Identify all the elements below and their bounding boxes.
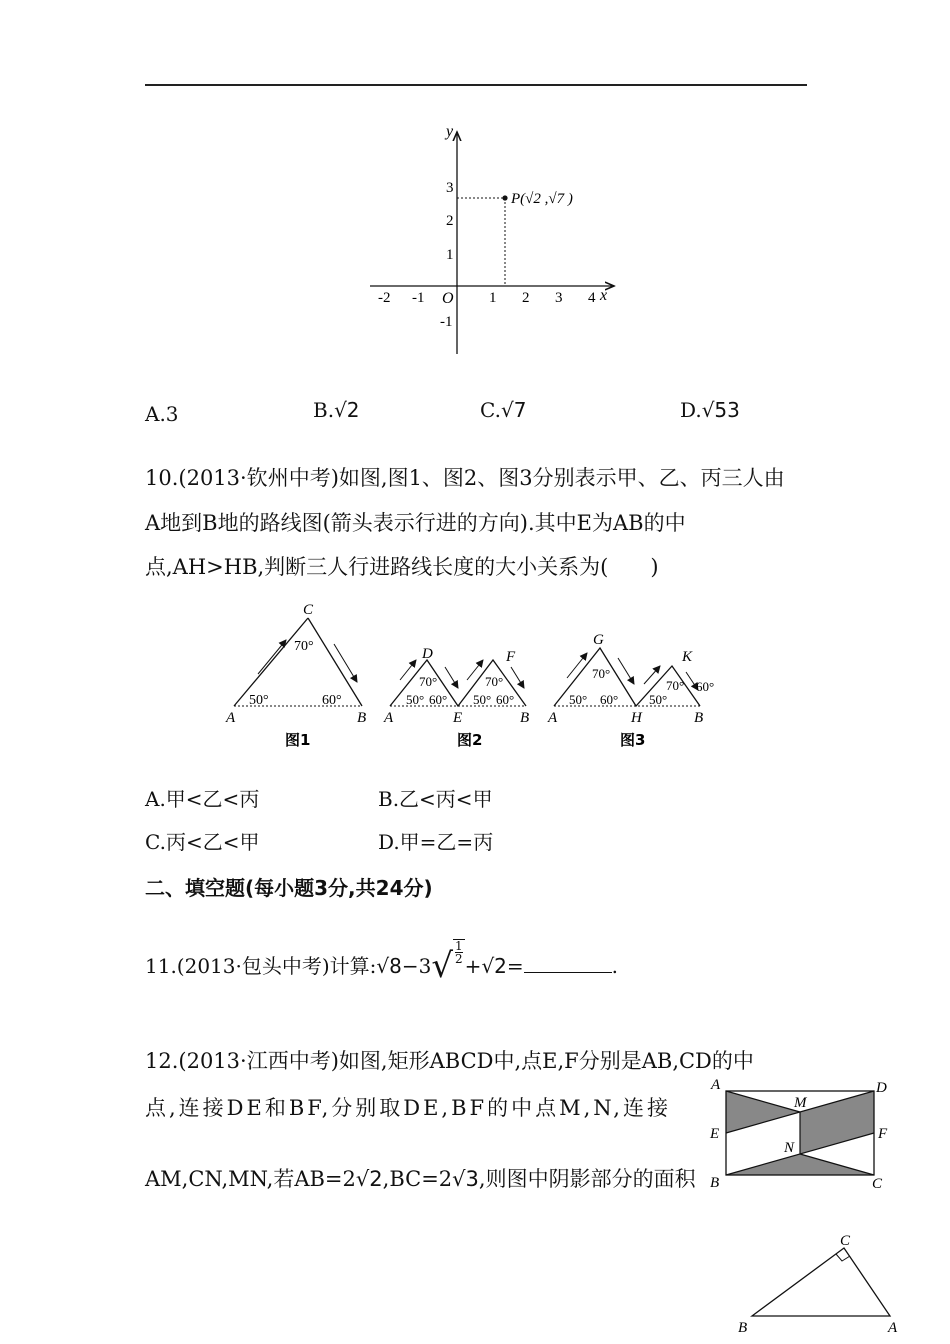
label-e: E [453,710,463,726]
q9-option-a: A.3 [145,402,179,426]
q10-line-3: 点,AH>HB,判断三人行进路线长度的大小关系为( ) [145,555,659,579]
option-letter: D. [680,398,702,422]
q12-text: AM,CN,MN,若AB=2 [145,1167,356,1191]
direction-arrow [334,644,357,682]
section-heading: 二、填空题(每小题3分,共24分) [145,876,433,900]
angle-50: 50° [406,692,425,707]
q10-option-c: C.丙<乙<甲 [145,830,260,854]
y-axis-label: y [446,123,454,140]
label-f: F [506,649,516,665]
q10-option-b: B.乙<丙<甲 [378,787,493,811]
y-tick: 1 [446,247,454,263]
angle-70: 70° [419,674,438,689]
label-b: B [738,1320,748,1336]
angle-60: 60° [429,692,448,707]
header-rule [145,84,807,86]
term-sqrt8: √8 [376,954,402,978]
q9-coordinate-graph [360,120,620,360]
q12-line-1: 12.(2013·江西中考)如图,矩形ABCD中,点E,F分别是AB,CD的中 [145,1049,754,1073]
q11-line [145,939,619,986]
q9-option-b [313,398,360,422]
angle-70: 70° [485,674,504,689]
answer-blank[interactable] [524,954,612,973]
q11-prefix: 11.(2013·包头中考)计算: [145,954,377,978]
x-tick: 4 [588,290,596,306]
sqrt-3: √3 [452,1167,479,1191]
caption: 图2 [457,731,483,749]
label-c: C [303,602,314,618]
label-k: K [682,649,693,665]
x-tick: -2 [378,290,391,306]
x-axis-label: x [600,287,608,304]
label-a: A [226,710,236,726]
sqrt-value: √53 [701,398,740,422]
angle-50: 50° [649,692,668,707]
angle-50: 50° [473,692,492,707]
x-tick: 1 [489,290,497,306]
x-tick: -1 [412,290,425,306]
sqrt-radical: √ [431,946,454,986]
period: . [611,954,619,978]
angle-70: 70° [666,678,685,693]
angle-60: 60° [600,692,619,707]
label-e: E [710,1126,720,1142]
label-d: D [876,1080,887,1096]
equals: = [506,954,524,978]
q9-option-c [480,398,526,422]
label-b: B [520,710,530,726]
label-a: A [711,1077,721,1093]
point-p [502,195,507,200]
angle-left: 50° [249,693,269,708]
angle-50: 50° [569,692,588,707]
direction-arrow [445,667,458,688]
q10-line-1: 10.(2013·钦州中考)如图,图1、图2、图3分别表示甲、乙、丙三人由 [145,466,785,490]
next-triangle-figure [730,1232,910,1344]
figure-3 [547,632,714,749]
q10-option-a: A.甲<乙<丙 [145,787,260,811]
label-h: H [631,710,642,726]
angle-top: 70° [294,639,314,654]
label-d: D [422,646,433,662]
label-c: C [872,1176,883,1192]
y-tick: -1 [440,314,453,330]
label-a: A [888,1320,898,1336]
label-g: G [593,632,604,648]
q12-line-3 [145,1163,696,1193]
figure-1 [225,602,366,749]
label-b: B [357,710,367,726]
numerator: 1 [455,939,463,953]
point-p-label: P(√2 ,√7 ) [511,191,573,207]
shaded-region [726,1154,874,1175]
x-tick: 2 [522,290,530,306]
fraction [453,939,465,965]
y-tick: 3 [446,180,454,196]
q10-figures [220,598,740,758]
label-c: C [840,1233,851,1249]
x-tick: 3 [555,290,563,306]
q12-text: ,BC=2 [382,1167,453,1191]
denominator: 2 [455,952,463,966]
q12-rectangle-figure [700,1072,900,1196]
minus-three: −3 [401,954,432,978]
q10-line-2: A地到B地的路线图(箭头表示行进的方向).其中E为AB的中 [145,511,686,535]
label-n: N [784,1140,795,1156]
origin-label: O [442,290,454,307]
sqrt-value: √2 [334,398,360,422]
angle-right: 60° [322,693,342,708]
side-ac [234,618,308,706]
direction-arrow [511,667,524,688]
triangle-abc [752,1248,890,1316]
y-tick: 2 [446,213,454,229]
caption: 图1 [285,731,311,749]
angle-60: 60° [496,692,515,707]
q10-option-d: D.甲=乙=丙 [378,830,494,854]
label-m: M [794,1095,807,1111]
angle-70: 70° [592,666,611,681]
label-a: A [384,710,394,726]
q12-line-2: 点,连接DE和BF,分别取DE,BF的中点M,N,连接 [145,1096,671,1120]
term-sqrt2: √2 [481,954,507,978]
label-a: A [548,710,558,726]
right-angle-mark [836,1254,850,1261]
label-f: F [878,1126,888,1142]
plus: + [464,954,482,978]
direction-arrow [258,640,286,674]
q9-option-d [680,398,740,422]
angle-60: 60° [696,679,715,694]
option-letter: C. [480,398,501,422]
caption: 图3 [620,731,646,749]
sqrt-value: √7 [500,398,527,422]
sqrt-2: √2 [355,1167,383,1191]
label-b: B [710,1175,720,1191]
q12-text: ,则图中阴影部分的面积 [478,1167,696,1191]
figure-2 [383,646,529,749]
direction-arrow [567,653,587,678]
option-letter: B. [313,398,335,422]
label-b: B [694,710,704,726]
